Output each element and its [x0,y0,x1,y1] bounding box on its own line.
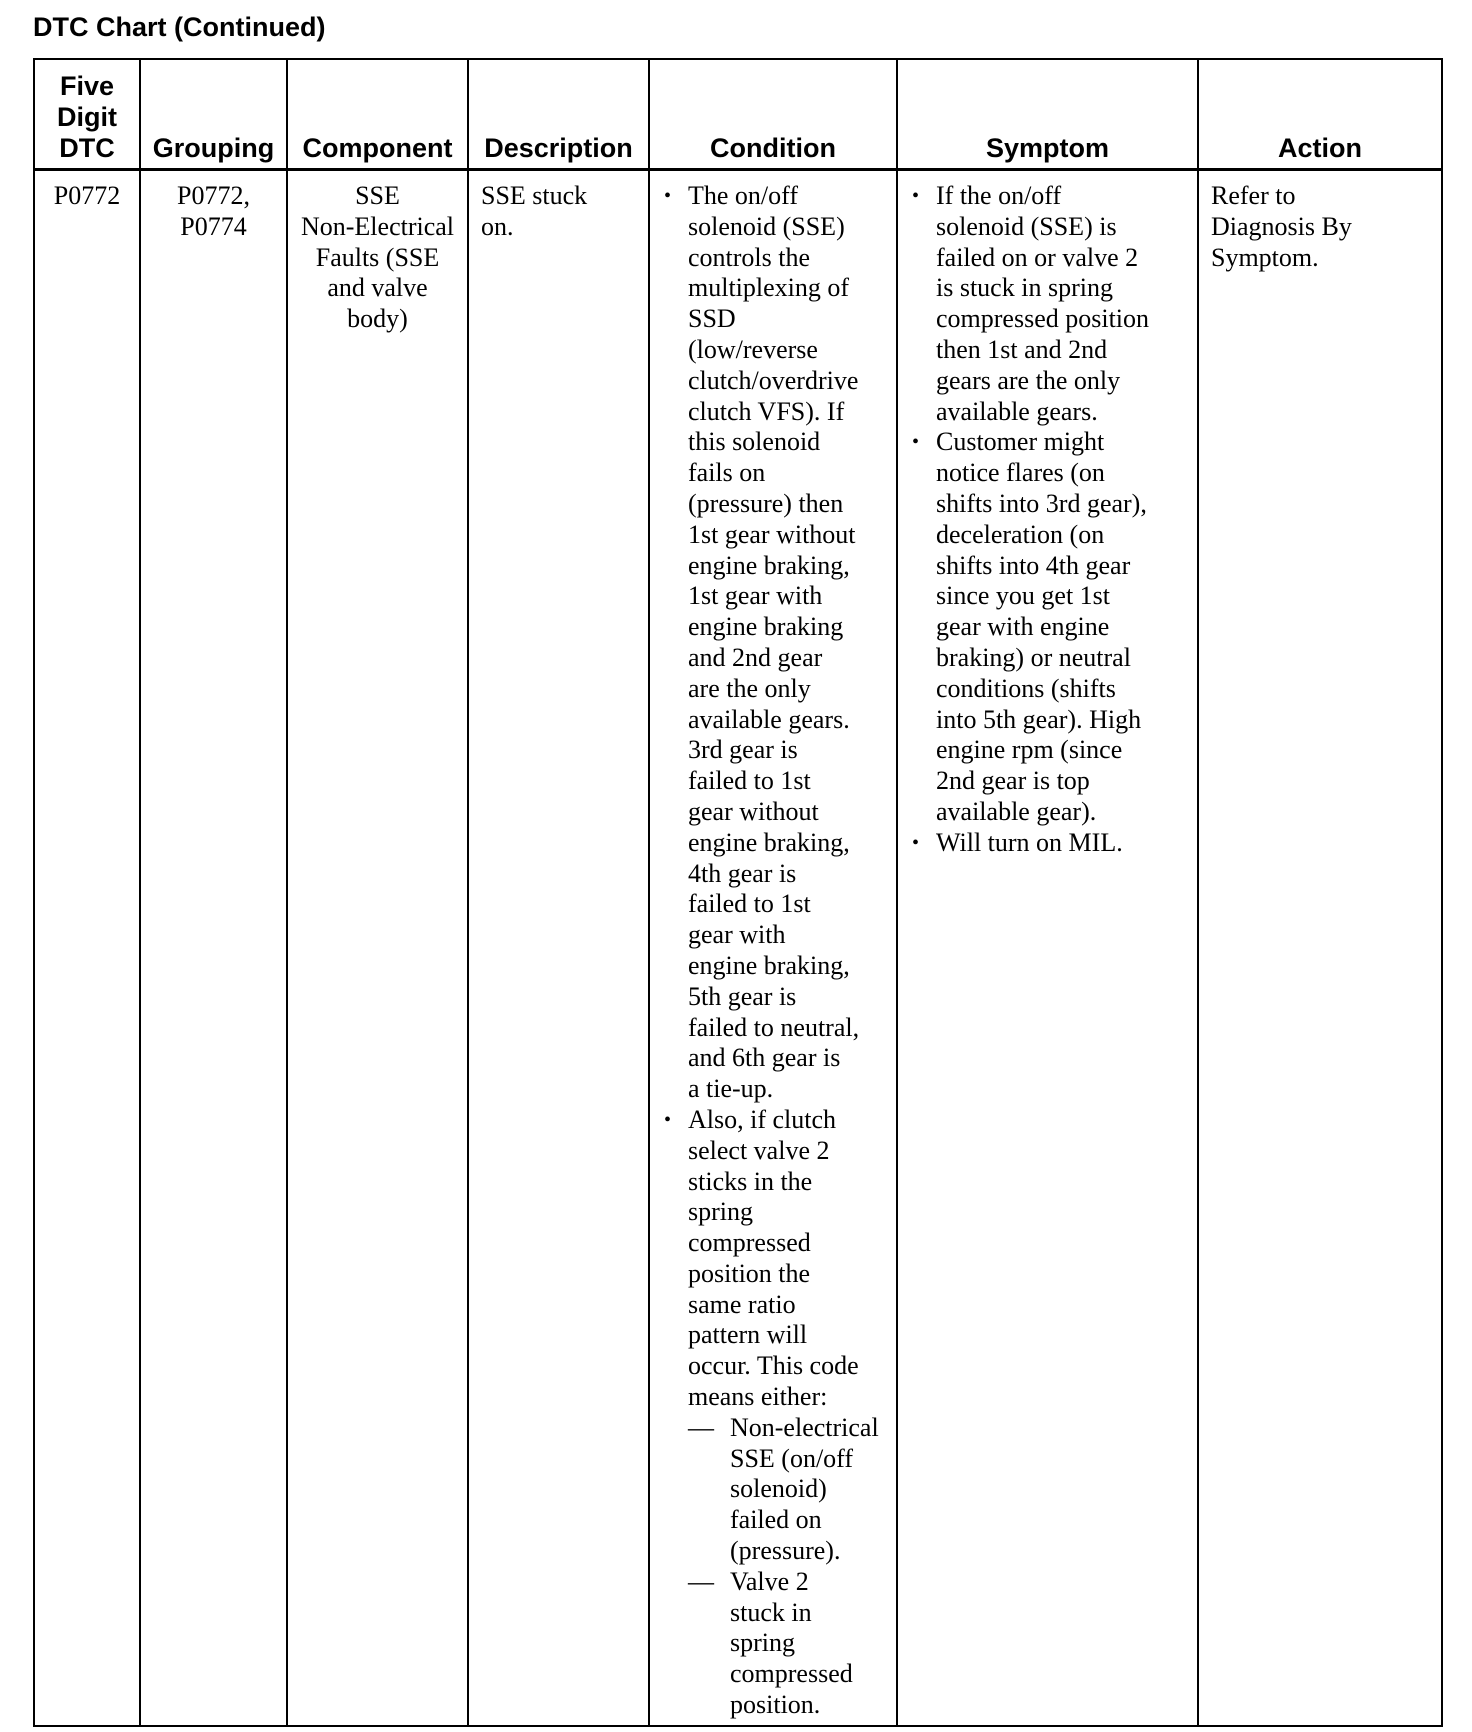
text-line: then 1st and 2nd [936,334,1108,364]
text-line: spring [688,1197,753,1227]
text-line: gear with engine [936,612,1110,642]
symptom-list [898,181,1197,859]
text-line: SSE (on/off [730,1443,854,1473]
text-line: 3rd gear is [688,735,798,765]
text-line: gear with [688,920,786,950]
cell-action: Refer to Diagnosis By Symptom. [1198,170,1442,1727]
text-line: pattern will [688,1320,808,1350]
cell-description: SSE stuck on. [468,170,649,1727]
text-line: shifts into 3rd gear), [936,488,1147,518]
table-header-row [34,59,1442,170]
text-line: The on/off [688,181,798,210]
text-line: stuck in [730,1597,812,1627]
bullet-icon: • [912,431,920,454]
text-line: fails on [688,458,766,488]
text-line: available gear). [936,796,1097,826]
text-line: are the only [688,673,811,703]
text-line: multiplexing of [688,273,850,303]
bullet-icon: • [664,1108,672,1131]
text-line: position. [730,1690,821,1720]
text-line: SSD [688,304,736,334]
text-line: compressed [730,1659,853,1689]
text-line: Also, if clutch [688,1104,837,1134]
text-line: failed on [730,1505,822,1535]
text-line: Valve 2 [730,1566,809,1596]
text-line: failed to 1st [688,889,811,919]
text-line: engine rpm (since [936,735,1123,765]
list-item [650,1105,896,1721]
text-line: sticks in the [688,1166,813,1196]
text-line: failed to 1st [688,766,811,796]
text-line: 1st gear with [688,581,823,611]
text-line: failed to neutral, [688,1012,860,1042]
text-line: select valve 2 [688,1135,830,1165]
text-line: deceleration (on [936,519,1105,549]
text-line: a tie-up. [688,1074,774,1104]
cell-condition [649,170,897,1727]
list-item [650,181,896,1105]
header-condition: Condition [649,59,897,170]
text-line: engine braking, [688,550,850,580]
list-item [688,1413,896,1567]
text-line: 5th gear is [688,981,797,1011]
bullet-icon: • [664,185,672,207]
text-line: into 5th gear). High [936,704,1142,734]
text-line: available gears. [936,396,1098,426]
text-line: and 6th gear is [688,1043,841,1073]
text-line: controls the [688,242,811,272]
cell-symptom [897,170,1198,1727]
text-line: (pressure) then [688,488,844,518]
header-component: Component [287,59,468,170]
text-line: solenoid (SSE) is [936,211,1117,241]
text-line: 1st gear without [688,519,856,549]
text-line: clutch/overdrive [688,365,859,395]
text-line: engine braking [688,612,844,642]
text-line: gear without [688,796,819,826]
text-line: position the [688,1258,811,1288]
text-line: notice flares (on [936,458,1105,488]
text-line: 2nd gear is top [936,766,1090,796]
text-line: Will turn on MIL. [936,827,1123,857]
header-action: Action [1198,59,1442,170]
header-symptom: Symptom [897,59,1198,170]
text-line: and 2nd gear [688,642,823,672]
text-line: spring [730,1628,795,1658]
text-line: compressed [688,1228,811,1258]
text-line: available gears. [688,704,850,734]
text-line: same ratio [688,1289,796,1319]
text-line: shifts into 4th gear [936,550,1131,580]
text-line: since you get 1st [936,581,1111,611]
list-item [898,427,1197,827]
text-line: is stuck in spring [936,273,1113,303]
text-line: means either: [688,1382,828,1412]
list-item [898,828,1197,859]
cell-dtc: P0772 [34,170,140,1727]
text-line: engine braking, [688,827,850,857]
text-line: (low/reverse [688,334,818,364]
text-line: engine braking, [688,950,850,980]
text-line: clutch VFS). If [688,396,845,426]
table-row [34,170,1442,1727]
dtc-table [33,58,1443,1727]
text-line: Customer might [936,427,1105,457]
text-line: this solenoid [688,427,821,457]
text-line: compressed position [936,304,1150,334]
text-line: 4th gear is [688,858,797,888]
header-five-digit-dtc: Five Digit DTC [34,59,140,170]
text-line: occur. This code [688,1351,859,1381]
cell-grouping: P0772, P0774 [140,170,287,1727]
text-line: (pressure). [730,1536,841,1566]
condition-list [650,181,896,1721]
text-line: braking) or neutral [936,642,1131,672]
text-line: Non-electrical [730,1412,879,1442]
text-line: failed on or valve 2 [936,242,1139,272]
text-line: conditions (shifts [936,673,1116,703]
header-description: Description [468,59,649,170]
bullet-icon: • [912,185,920,207]
text-line: gears are the only [936,365,1121,395]
text-line: solenoid (SSE) [688,211,845,241]
bullet-icon: • [912,831,920,854]
condition-sub-list [688,1413,896,1721]
dash-icon: — [688,1412,714,1442]
text-line: solenoid) [730,1474,827,1504]
cell-component: SSE Non-Electrical Faults (SSE and valve body) [287,170,468,1727]
page-title: DTC Chart (Continued) [33,12,326,42]
list-item [688,1567,896,1721]
list-item [898,181,1197,427]
text-line: If the on/off [936,181,1062,210]
dash-icon: — [688,1566,714,1596]
header-grouping: Grouping [140,59,287,170]
